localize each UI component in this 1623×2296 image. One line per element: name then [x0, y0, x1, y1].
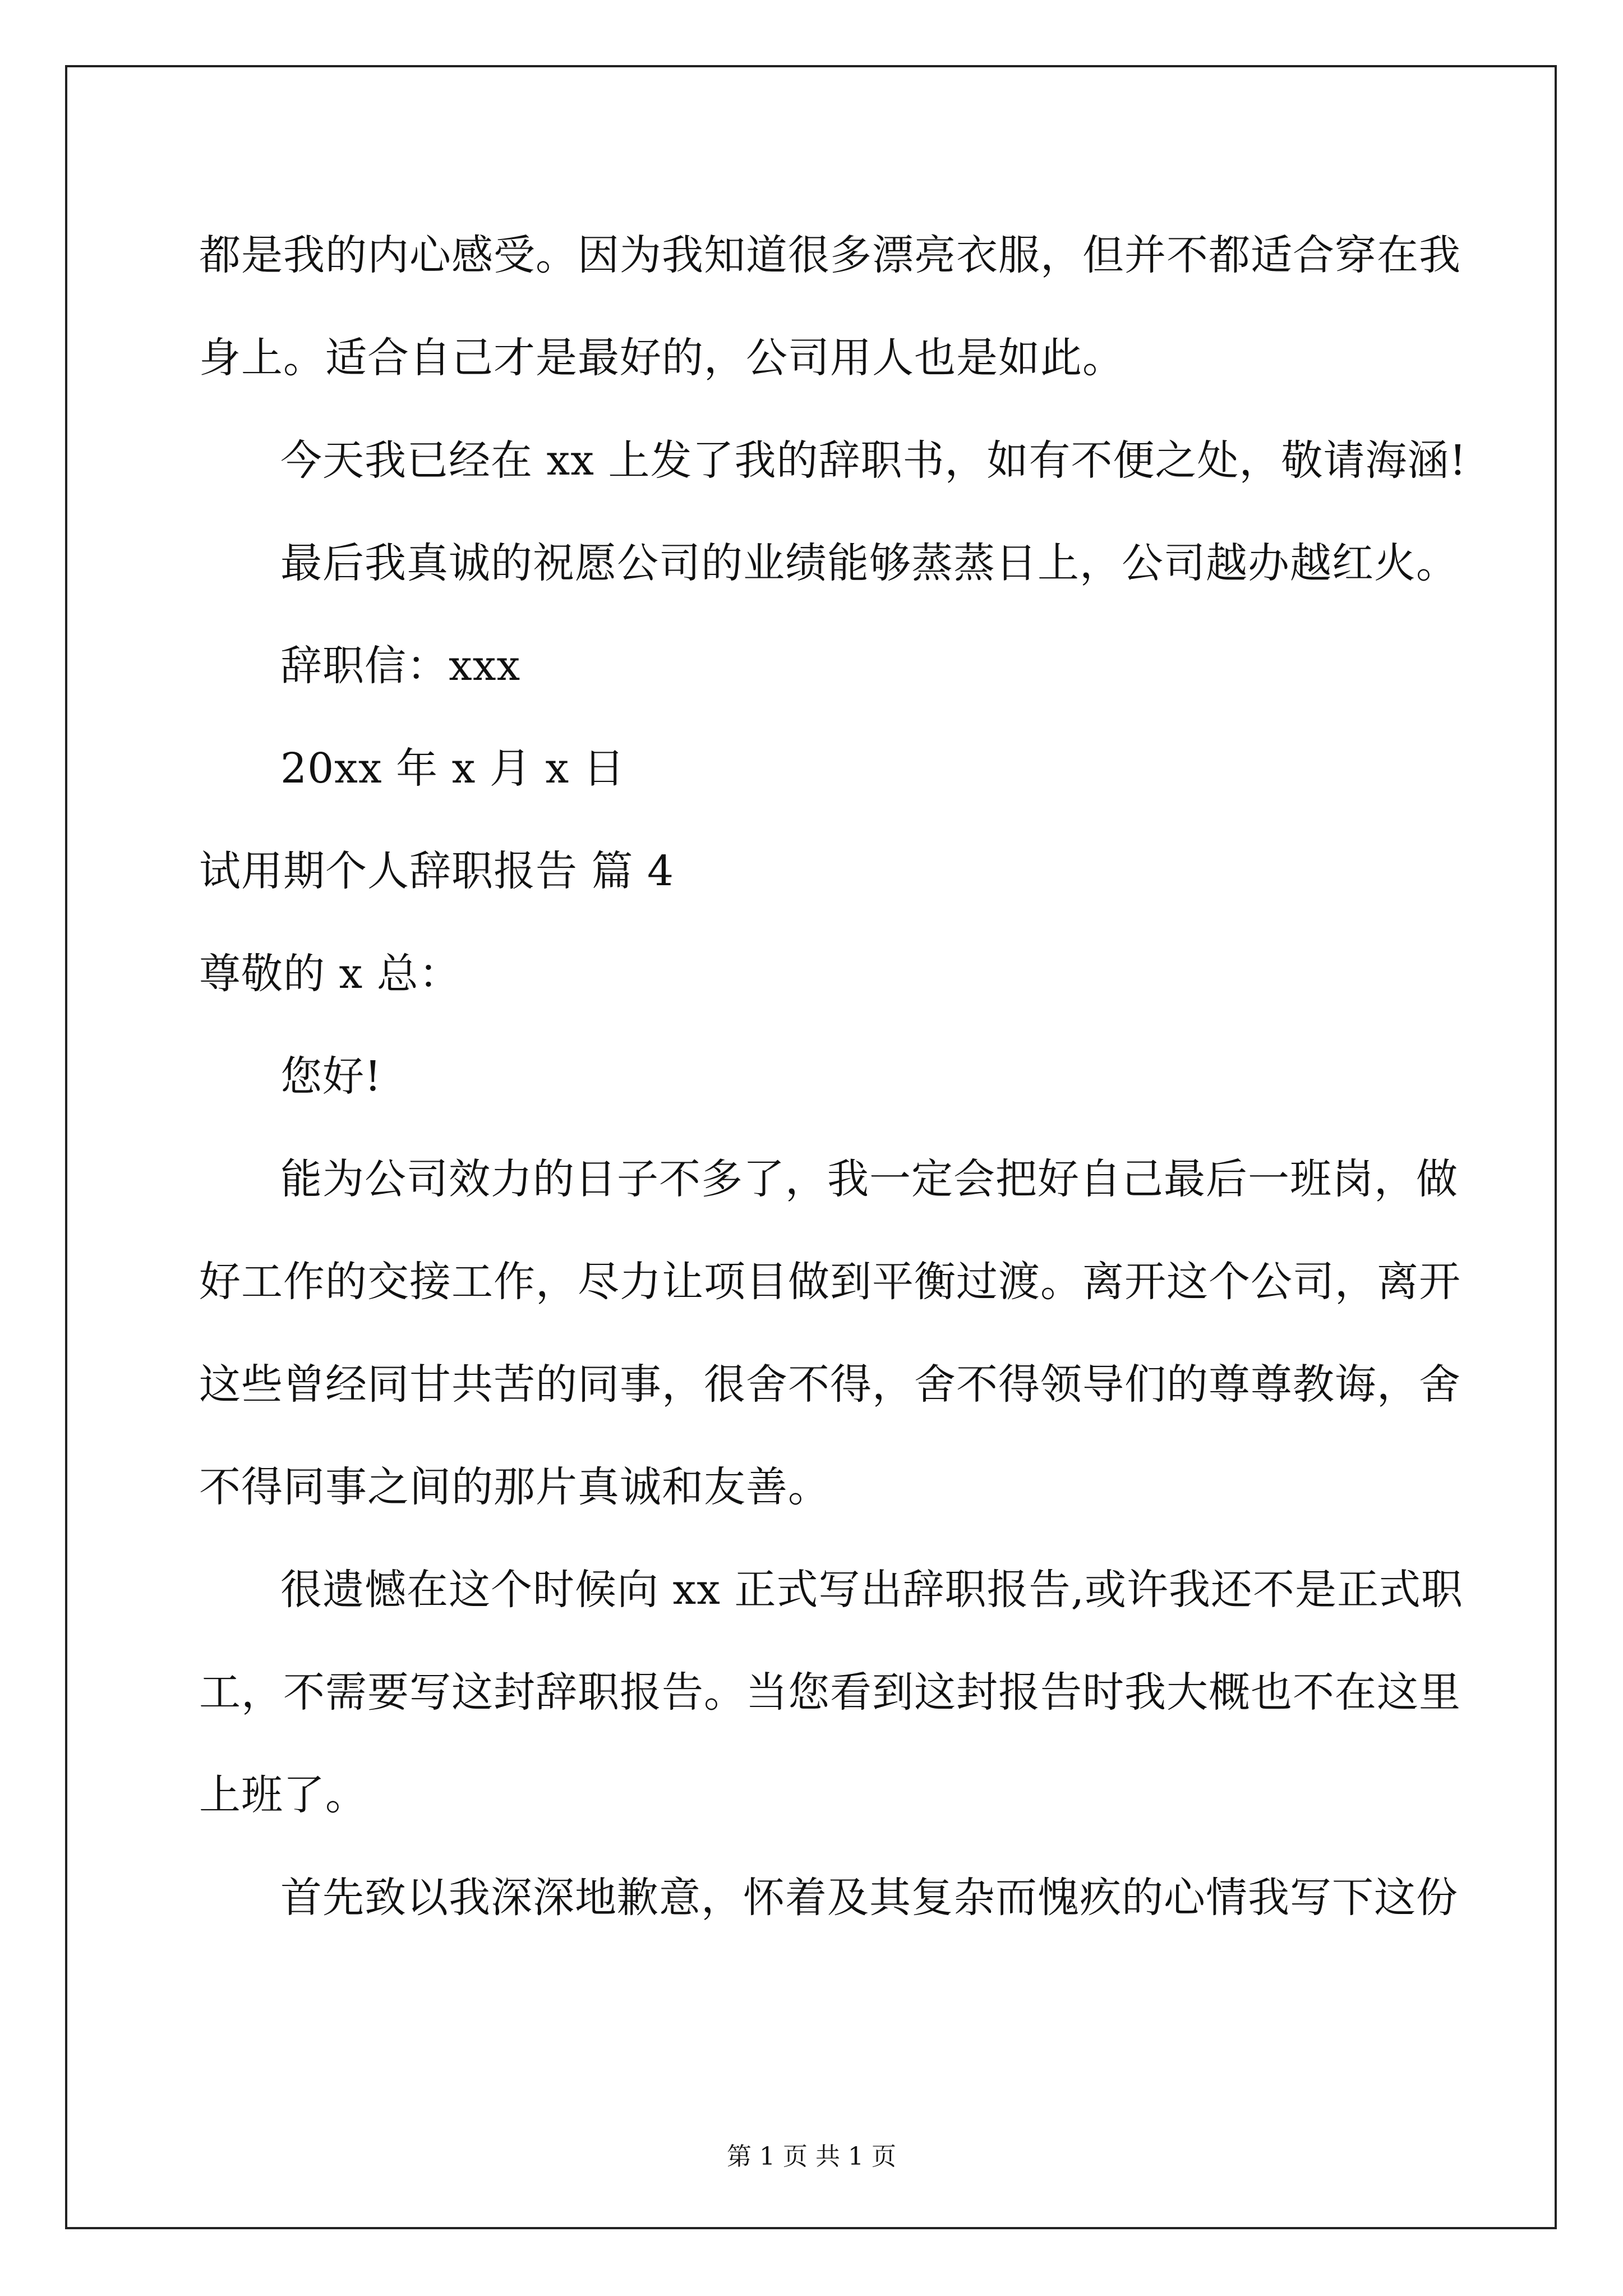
greeting: 您好! [280, 1052, 382, 1101]
section-heading: 试用期个人辞职报告 篇 4 [199, 847, 675, 895]
text-line: 工，不需要写这封辞职报告。当您看到这封报告时我大概也不在这里 [199, 1668, 1461, 1717]
text-line: 很遗憾在这个时候向 xx 正式写出辞职报告,或许我还不是正式职 [280, 1566, 1464, 1614]
text-line: 好工作的交接工作，尽力让项目做到平衡过渡。离开这个公司，离开 [199, 1258, 1461, 1306]
text-line: 身上。适合自己才是最好的，公司用人也是如此。 [199, 334, 1124, 382]
text-line: 首先致以我深深地歉意，怀着及其复杂而愧疚的心情我写下这份 [280, 1874, 1458, 1922]
text-line: 今天我已经在 xx 上发了我的辞职书，如有不便之处，敬请海涵! [280, 436, 1467, 485]
text-line: 能为公司效力的日子不多了，我一定会把好自己最后一班岗，做 [280, 1155, 1458, 1203]
text-line: 都是我的内心感受。因为我知道很多漂亮衣服，但并不都适合穿在我 [199, 231, 1461, 279]
text-line: 20xx 年 x 月 x 日 [280, 744, 625, 793]
text-line: 辞职信：xxx [280, 642, 521, 690]
page-footer: 第 1 页 共 1 页 [727, 2142, 896, 2171]
text-line: 不得同事之间的那片真诚和友善。 [199, 1463, 830, 1511]
salutation: 尊敬的 x 总： [199, 950, 461, 998]
text-line: 最后我真诚的祝愿公司的业绩能够蒸蒸日上，公司越办越红火。 [280, 539, 1458, 587]
text-line: 上班了。 [199, 1771, 367, 1819]
text-line: 这些曾经同甘共苦的同事，很舍不得，舍不得领导们的尊尊教诲，舍 [199, 1360, 1461, 1409]
